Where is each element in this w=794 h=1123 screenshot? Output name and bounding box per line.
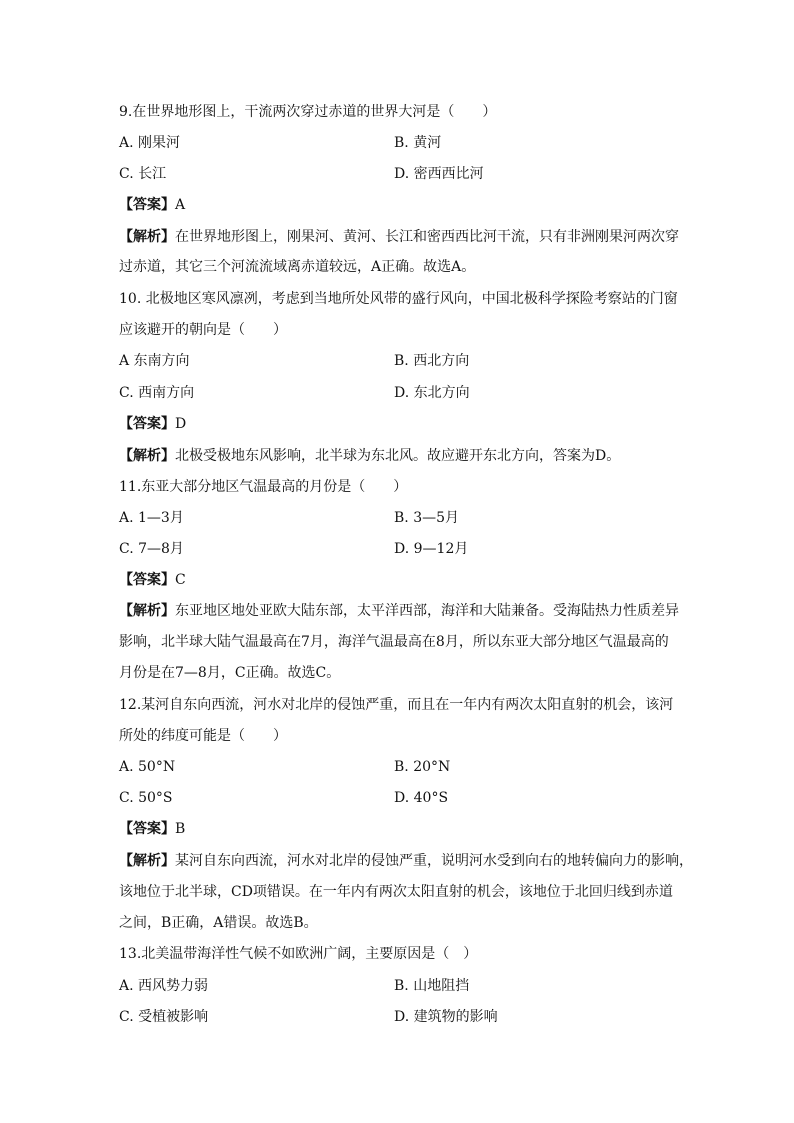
question-12-option-d: D. 40°S xyxy=(394,790,449,806)
question-10-analysis-line-1 xyxy=(119,446,620,466)
question-11-stem: 11.东亚大部分地区气温最高的月份是（ ） xyxy=(119,479,408,495)
question-12-analysis-line-3: 之间，B正确，A错误。故选B。 xyxy=(119,915,318,931)
question-10-option-b: B. 西北方向 xyxy=(394,353,470,369)
answer-value: C xyxy=(175,572,186,588)
question-11-option-c: C. 7—8月 xyxy=(119,541,184,557)
question-13-option-c: C. 受植被影响 xyxy=(119,1009,209,1025)
question-13-option-b: B. 山地阻挡 xyxy=(394,978,470,994)
question-10-stem-line-1: 10. 北极地区寒风凛冽，考虑到当地所处风带的盛行风向，中国北极科学探险考察站的门窗 xyxy=(119,291,678,307)
answer-tag: 【答案】 xyxy=(119,197,175,213)
analysis-text: 某河自东向西流，河水对北岸的侵蚀严重，说明河水受到向右的地转偏向力的影响， xyxy=(175,853,693,869)
analysis-tag: 【解析】 xyxy=(119,603,175,619)
question-11-answer xyxy=(119,570,186,590)
question-9-option-b: B. 黄河 xyxy=(394,135,442,151)
question-12-answer xyxy=(119,819,185,839)
analysis-text: 在世界地形图上，刚果河、黄河、长江和密西西比河干流，只有非洲刚果河两次穿 xyxy=(175,229,679,245)
question-11-option-a: A. 1—3月 xyxy=(119,510,184,526)
analysis-tag: 【解析】 xyxy=(119,448,175,464)
answer-tag: 【答案】 xyxy=(119,572,175,588)
question-9-analysis-line-1 xyxy=(119,227,679,247)
question-9-analysis-line-2: 过赤道，其它三个河流流域离赤道较远，A正确。故选A。 xyxy=(119,259,476,275)
question-9-answer xyxy=(119,195,185,215)
answer-tag: 【答案】 xyxy=(119,416,175,432)
question-13-option-d: D. 建筑物的影响 xyxy=(394,1009,498,1025)
question-12-analysis-line-1 xyxy=(119,851,693,871)
analysis-text: 东亚地区地处亚欧大陆东部，太平洋西部，海洋和大陆兼备。受海陆热力性质差异 xyxy=(175,603,679,619)
answer-value: D xyxy=(175,416,187,432)
question-9-option-a: A. 刚果河 xyxy=(119,135,181,151)
answer-value: A xyxy=(175,197,186,213)
question-10-stem-line-2: 应该避开的朝向是（ ） xyxy=(119,322,287,338)
question-10-answer xyxy=(119,414,186,434)
question-13-option-a: A. 西风势力弱 xyxy=(119,978,209,994)
analysis-tag: 【解析】 xyxy=(119,853,175,869)
question-10-option-a: A 东南方向 xyxy=(119,353,190,369)
analysis-text: 北极受极地东风影响，北半球为东北风。故应避开东北方向，答案为D。 xyxy=(175,448,621,464)
question-10-option-c: C. 西南方向 xyxy=(119,385,195,401)
question-9-stem: 9.在世界地形图上，干流两次穿过赤道的世界大河是（ ） xyxy=(119,104,497,120)
question-10-option-d: D. 东北方向 xyxy=(394,385,470,401)
question-9-option-d: D. 密西西比河 xyxy=(394,166,484,182)
answer-value: B xyxy=(175,821,186,837)
question-12-stem-line-1: 12.某河自东向西流，河水对北岸的侵蚀严重，而且在一年内有两次太阳直射的机会，该河 xyxy=(119,697,674,713)
question-12-option-c: C. 50°S xyxy=(119,790,173,806)
question-9-option-c: C. 长江 xyxy=(119,166,167,182)
question-11-analysis-line-1 xyxy=(119,601,679,621)
question-13-stem: 13.北美温带海洋性气候不如欧洲广阔，主要原因是（ ） xyxy=(119,946,478,962)
question-11-analysis-line-3: 月份是在7—8月，C正确。故选C。 xyxy=(119,665,341,681)
question-12-option-a: A. 50°N xyxy=(119,759,176,775)
question-11-analysis-line-2: 影响，北半球大陆气温最高在7月，海洋气温最高在8月，所以东亚大部分地区气温最高的 xyxy=(119,634,669,650)
question-12-analysis-line-2: 该地位于北半球，CD项错误。在一年内有两次太阳直射的机会，该地位于北回归线到赤道 xyxy=(119,884,673,900)
answer-tag: 【答案】 xyxy=(119,821,175,837)
analysis-tag: 【解析】 xyxy=(119,229,175,245)
question-11-option-b: B. 3—5月 xyxy=(394,510,460,526)
question-12-option-b: B. 20°N xyxy=(394,759,451,775)
question-11-option-d: D. 9—12月 xyxy=(394,541,469,557)
question-12-stem-line-2: 所处的纬度可能是（ ） xyxy=(119,728,287,744)
